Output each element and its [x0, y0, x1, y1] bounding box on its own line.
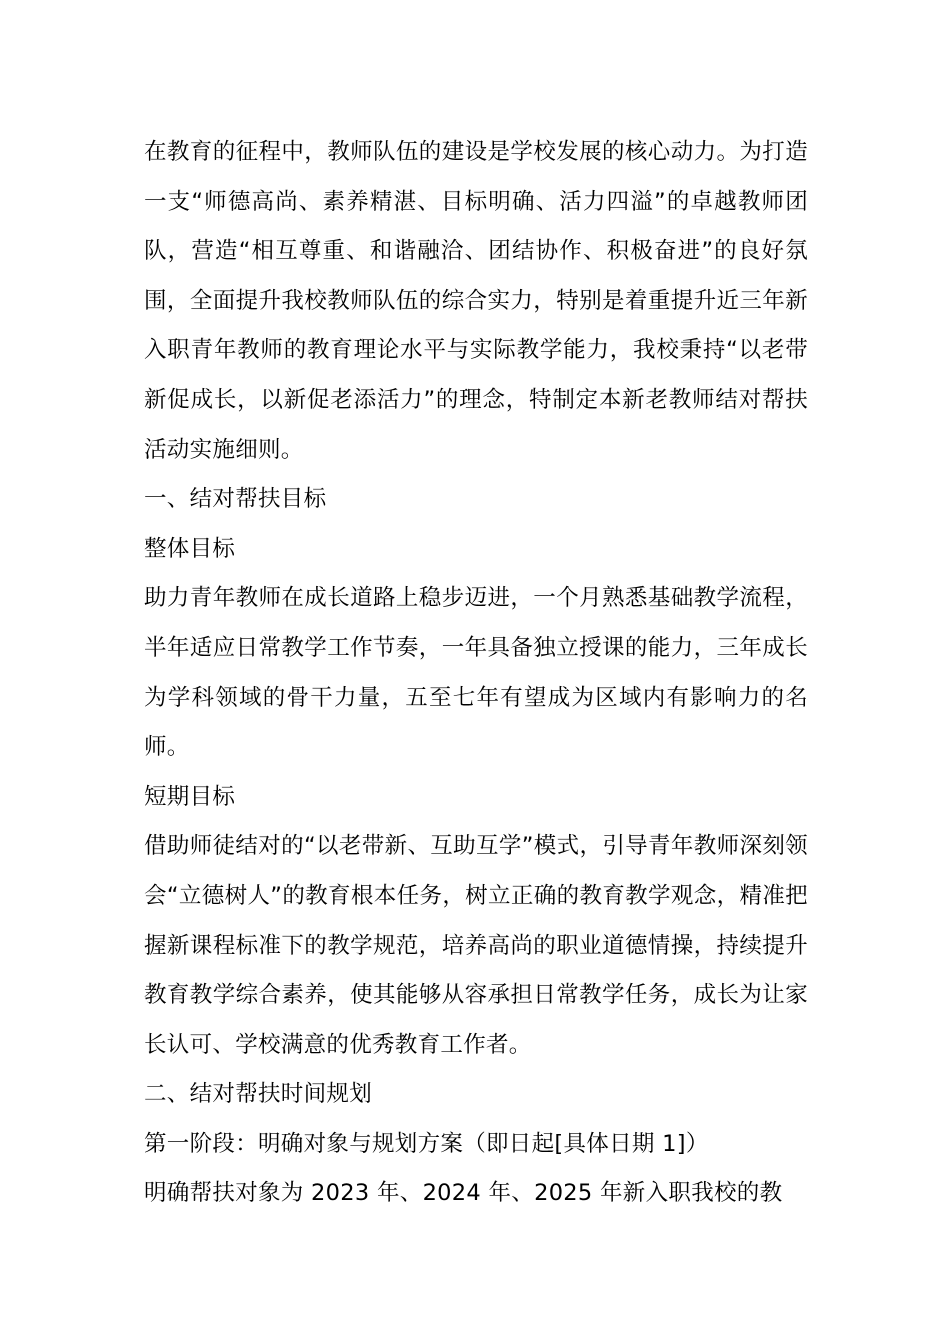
- phase-one-paragraph: 明确帮扶对象为 2023 年、2024 年、2025 年新入职我校的教: [144, 1180, 783, 1207]
- overall-goal-paragraph: 助力青年教师在成长道路上稳步迈进，一个月熟悉基础教学流程，半年适应日常教学工作节奏，一年具备独立授课的能力，三年成长为学科领域的骨干力量，五至七年有望成为区域内有影响力的名师。: [144, 585, 808, 761]
- intro-paragraph: 在教育的征程中，教师队伍的建设是学校发展的核心动力。为打造一支“师德高尚、素养精湛、目标明确、活力四溢”的卓越教师团队，营造“相互尊重、和谐融洽、团结协作、积极奋进”的良好氛围，全面提升我校教师队伍的综合实力，特别是着重提升近三年新入职青年教师的教育理论水平与实际教学能力，我校秉持“以老带新促成长，以新促老添活力”的理念，特制定本新老教师结对帮扶活动实施细则。: [144, 139, 808, 463]
- document-body: [144, 128, 808, 1219]
- section-heading-goals: 一、结对帮扶目标: [144, 486, 327, 513]
- subheading-phase-one: 第一阶段：明确对象与规划方案（即日起[具体日期 1]）: [144, 1130, 709, 1157]
- short-term-goal-paragraph: 借助师徒结对的“以老带新、互助互学”模式，引导青年教师深刻领会“立德树人”的教育根本任务，树立正确的教育教学观念，精准把握新课程标准下的教学规范，培养高尚的职业道德情操，持续提升教育教学综合素养，使其能够从容承担日常教学任务，成长为让家长认可、学校满意的优秀教育工作者。: [144, 833, 808, 1058]
- subheading-overall-goal: 整体目标: [144, 535, 236, 562]
- section-heading-schedule: 二、结对帮扶时间规划: [144, 1081, 373, 1108]
- subheading-short-term-goal: 短期目标: [144, 783, 236, 810]
